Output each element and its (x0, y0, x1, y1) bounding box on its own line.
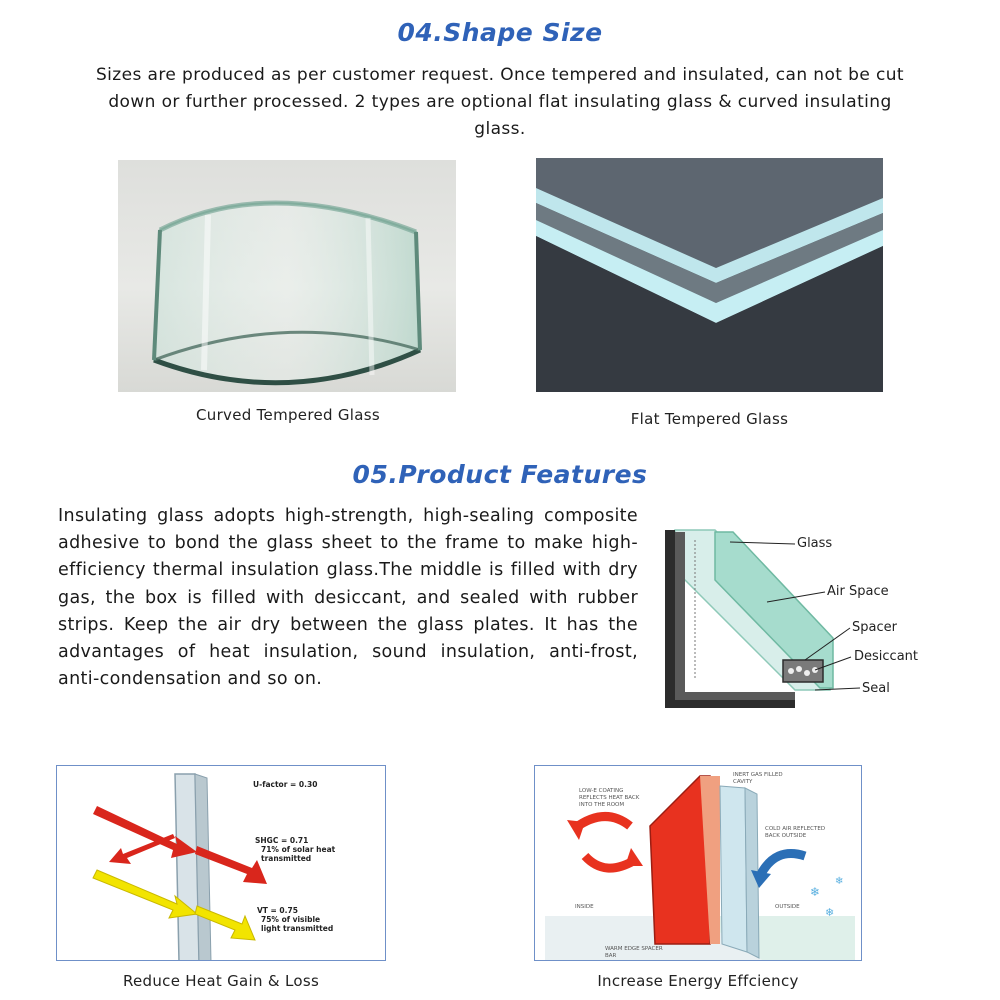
vt-note-line1: 75% of visible (261, 915, 321, 924)
inside-label: INSIDE (575, 904, 594, 910)
heat-panel-caption: Reduce Heat Gain & Loss (122, 972, 320, 990)
shgc-note-line2: transmitted (261, 854, 312, 863)
shgc-note-line1: 71% of solar heat (261, 845, 336, 854)
flat-glass-illustration (536, 158, 883, 392)
insulating-glass-cross-section-diagram (655, 520, 955, 720)
svg-text:❄: ❄ (835, 876, 844, 887)
svg-text:❄: ❄ (810, 885, 821, 899)
heat-transfer-illustration (57, 766, 386, 961)
product-features-description: Insulating glass adopts high-strength, high-sealing composite adhesive to bond the glass sheet to the frame to make high-efficiency thermal insulation glass.The middle is filled with dry gas, the box is filled with desiccant, and sealed with rubber strips. Keep the air dry between the glass plates. It has the advantages of heat insulation, sound insulation, anti-frost, anti-condensation and so on. (58, 506, 638, 690)
shape-size-description: Sizes are produced as per customer request. Once tempered and insulated, can not be cut down or further processed. 2 types are optional flat insulating glass & curved insulating glass. (95, 65, 904, 139)
svg-text:❄: ❄ (825, 906, 835, 919)
u-factor-label: U-factor = 0.30 (253, 780, 318, 789)
outside-label: OUTSIDE (775, 904, 800, 910)
curved-glass-illustration (118, 160, 456, 392)
diagram-label-air-space: Air Space (827, 584, 889, 599)
diagram-label-glass: Glass (797, 536, 833, 551)
curved-tempered-glass-image (118, 160, 456, 392)
shgc-label: SHGC = 0.71 (255, 836, 309, 845)
vt-note-line2: light transmitted (261, 924, 334, 933)
section-title-shape-size: 04.Shape Size (397, 18, 603, 47)
reduce-heat-gain-panel (56, 765, 386, 961)
low-e-coating-label: LOW-E COATING REFLECTS HEAT BACK INTO THE ROOM (579, 788, 640, 808)
diagram-label-spacer: Spacer (852, 620, 897, 635)
flat-glass-caption: Flat Tempered Glass (630, 410, 789, 428)
energy-efficiency-panel (534, 765, 862, 961)
inert-gas-label: INERT GAS FILLED CAVITY (733, 772, 783, 785)
diagram-label-desiccant: Desiccant (854, 649, 918, 664)
diagram-label-seal: Seal (862, 681, 890, 696)
curved-glass-caption: Curved Tempered Glass (195, 406, 380, 424)
energy-panel-caption: Increase Energy Effciency (597, 972, 799, 990)
warm-edge-spacer-label: WARM EDGE SPACER BAR (605, 946, 663, 959)
vt-label: VT = 0.75 (257, 906, 298, 915)
flat-tempered-glass-image (536, 158, 883, 392)
section-title-product-features: 05.Product Features (352, 460, 648, 489)
cold-air-label: COLD AIR REFLECTED BACK OUTSIDE (765, 826, 826, 839)
